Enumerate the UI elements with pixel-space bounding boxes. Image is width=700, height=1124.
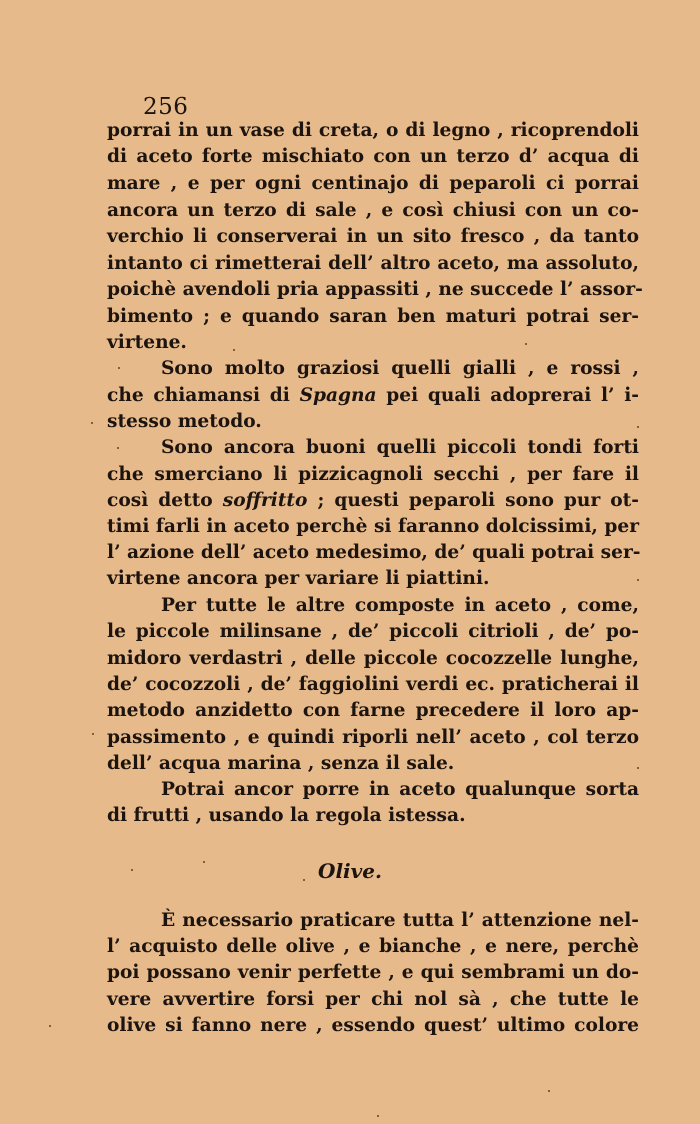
line-text: ; questi peparoli sono pur ot-	[307, 490, 639, 511]
scan-speck	[203, 861, 205, 863]
scan-speck	[548, 1090, 550, 1092]
scan-speck	[91, 422, 93, 424]
scan-speck	[233, 349, 235, 351]
scan-speck	[131, 869, 133, 871]
scan-speck	[637, 426, 639, 428]
scan-speck	[92, 733, 94, 735]
text-line: di frutti , usando la regola istessa.	[107, 805, 466, 826]
text-line: midoro verdastri , delle piccole cocozzelle lunghe,	[107, 648, 639, 669]
scan-speck	[377, 1115, 379, 1117]
text-line: bimento ; e quando saran ben maturi potrai ser-	[107, 306, 639, 327]
text-line: dell’ acqua marina , senza il sale.	[107, 753, 455, 774]
text-line	[107, 488, 639, 514]
scan-speck	[117, 447, 119, 449]
text-line: mare , e per ogni centinajo di peparoli ci porrai	[107, 173, 639, 194]
line-text: pei quali adoprerai l’ i-	[376, 385, 639, 406]
text-line: virtene.	[107, 332, 187, 353]
text-line: porrai in un vase di creta, o di legno , ricoprendoli	[107, 120, 639, 141]
paragraph-first-line: Sono molto graziosi quelli gialli , e rossi ,	[161, 358, 639, 379]
section-heading: Olive.	[318, 859, 382, 883]
text-line: de’ cocozzoli , de’ faggiolini verdi ec. praticherai il	[107, 674, 639, 695]
text-line	[107, 383, 639, 409]
paragraph-first-line: Potrai ancor porre in aceto qualunque sorta	[161, 779, 639, 800]
text-line: poi possano venir perfette , e qui sembrami un do-	[107, 962, 639, 983]
text-line: vere avvertire forsi per chi nol sà , che tutte le	[107, 989, 639, 1010]
text-line: le piccole milinsane , de’ piccoli citrioli , de’ po-	[107, 621, 639, 642]
text-line: l’ azione dell’ aceto medesimo, de’ quali potrai ser-	[107, 542, 641, 563]
text-line: l’ acquisto delle olive , e bianche , e nere, perchè	[107, 936, 639, 957]
text-line: stesso metodo.	[107, 411, 262, 432]
text-line: verchio li conserverai in un sito fresco , da tanto	[107, 226, 639, 247]
scan-speck	[303, 879, 305, 881]
text-line: timi farli in aceto perchè si faranno dolcissimi, per	[107, 516, 639, 537]
text-line: olive si fanno nere , essendo quest’ ultimo colore	[107, 1015, 639, 1036]
italic-term: Spagna	[299, 385, 377, 406]
text-line: intanto ci rimetterai dell’ altro aceto, ma assoluto,	[107, 253, 639, 274]
text-line: di aceto forte mischiato con un terzo d’ acqua di	[107, 146, 639, 167]
paragraph-first-line: Per tutte le altre composte in aceto , come,	[161, 595, 639, 616]
paragraph-first-line: È necessario praticare tutta l’ attenzione nel-	[161, 910, 639, 931]
scan-speck	[49, 1025, 51, 1027]
text-line: metodo anzidetto con farne precedere il loro ap-	[107, 700, 639, 721]
text-line: passimento , e quindi riporli nell’ aceto , col terzo	[107, 727, 639, 748]
scan-speck	[637, 579, 639, 581]
text-line: poichè avendoli pria appassiti , ne succede l’ assor-	[107, 279, 643, 300]
text-line: che smerciano li pizzicagnoli secchi , per fare il	[107, 464, 639, 485]
text-line: virtene ancora per variare li piattini.	[107, 568, 490, 589]
line-text: così detto	[107, 490, 223, 511]
scan-speck	[118, 367, 120, 369]
paragraph-first-line: Sono ancora buoni quelli piccoli tondi forti	[161, 437, 639, 458]
page-number: 256	[143, 94, 189, 120]
italic-term: soffritto	[222, 490, 308, 511]
scan-speck	[525, 343, 527, 345]
scan-speck	[637, 767, 639, 769]
line-text: che chiamansi di	[107, 385, 300, 406]
text-line: ancora un terzo di sale , e così chiusi con un co-	[107, 200, 639, 221]
